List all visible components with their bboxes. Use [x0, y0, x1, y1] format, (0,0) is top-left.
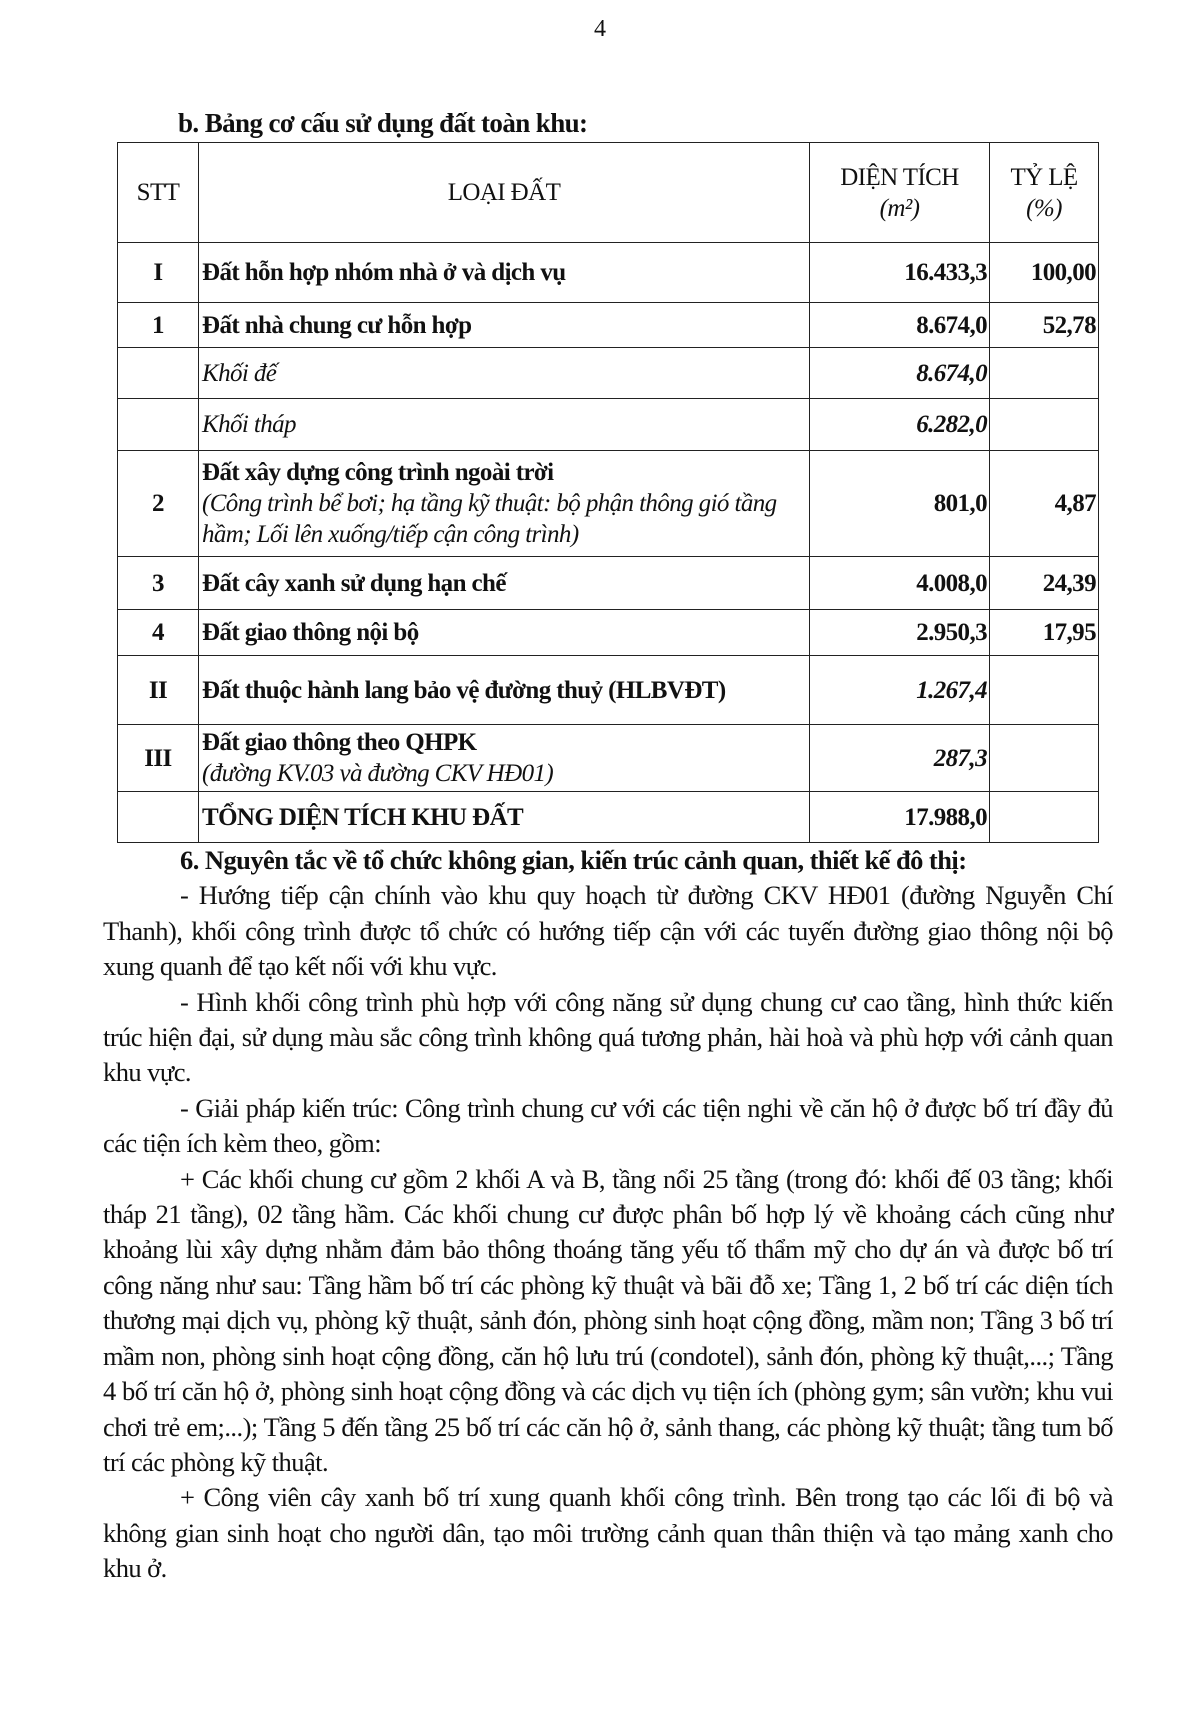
cell-ratio: 100,00 [990, 243, 1099, 303]
cell-area: 16.433,3 [810, 243, 990, 303]
table-row [118, 451, 1099, 557]
cell-area: 4.008,0 [810, 557, 990, 610]
cell-ratio: 4,87 [990, 451, 1099, 557]
cell-stt: III [118, 725, 199, 792]
cell-stt [118, 348, 199, 399]
paragraph: + Các khối chung cư gồm 2 khối A và B, tầng nổi 25 tầng (trong đó: khối đế 03 tầng; khối tháp 21 tầng), 02 tầng hầm. Các khối chung cư được phân bố hợp lý về khoảng cách cũng như khoảng lùi xây dựng nhằm đảm bảo thông thoáng tăng yếu tố thẩm mỹ cho dự án và được bố trí công năng như sau: Tầng hầm bố trí các phòng kỹ thuật và bãi đỗ xe; Tầng 1, 2 bố trí các diện tích thương mại dịch vụ, phòng kỹ thuật, sảnh đón, phòng sinh hoạt cộng đồng, mầm non; Tầng 3 bố trí mầm non, phòng sinh hoạt cộng đồng, căn hộ lưu trú (condotel), sảnh đón, phòng kỹ thuật,...; Tầng 4 bố trí căn hộ ở, phòng sinh hoạt cộng đồng và các dịch vụ tiện ích (phòng gym; sân vườn; khu vui chơi trẻ em;...); Tầng 5 đến tầng 25 bố trí các căn hộ ở, sảnh thang, các phòng kỹ thuật; tầng tum bố trí các phòng kỹ thuật. [103, 1163, 1113, 1477]
header-ratio [990, 143, 1099, 243]
cell-area: 1.267,4 [810, 656, 990, 725]
paragraph: - Hình khối công trình phù hợp với công năng sử dụng chung cư cao tầng, hình thức kiến trúc hiện đại, sử dụng màu sắc công trình không quá tương phản, hài hoà và phù hợp với cảnh quan khu vực. [103, 986, 1113, 1088]
table-row [118, 348, 1099, 399]
cell-ratio [990, 656, 1099, 725]
cell-type: Đất giao thông nội bộ [199, 610, 810, 656]
table-row [118, 610, 1099, 656]
cell-type: Đất nhà chung cư hỗn hợp [199, 303, 810, 348]
cell-stt [118, 399, 199, 451]
cell-ratio [990, 348, 1099, 399]
cell-type: Đất cây xanh sử dụng hạn chế [199, 557, 810, 610]
table-row [118, 303, 1099, 348]
cell-area: 6.282,0 [810, 399, 990, 451]
cell-stt [118, 792, 199, 843]
page-number: 4 [594, 16, 606, 42]
cell-type: Đất hỗn hợp nhóm nhà ở và dịch vụ [199, 243, 810, 303]
cell-type: Đất thuộc hành lang bảo vệ đường thuỷ (HLBVĐT) [199, 656, 810, 725]
cell-ratio: 52,78 [990, 303, 1099, 348]
cell-type: TỔNG DIỆN TÍCH KHU ĐẤT [199, 792, 810, 843]
header-area-label: DIỆN TÍCH [840, 163, 959, 191]
cell-type-title: Đất giao thông theo QHPK [202, 729, 477, 756]
table-row [118, 399, 1099, 451]
cell-ratio: 24,39 [990, 557, 1099, 610]
cell-ratio [990, 399, 1099, 451]
header-ratio-label: TỶ LỆ [1010, 163, 1078, 191]
cell-type [199, 451, 810, 557]
land-use-table [117, 142, 1099, 843]
cell-type: Khối tháp [199, 399, 810, 451]
cell-type-note: (Công trình bể bơi; hạ tầng kỹ thuật: bộ phận thông gió tầng hầm; Lối lên xuống/tiếp cận công trình) [202, 490, 777, 548]
cell-area: 801,0 [810, 451, 990, 557]
table-row [118, 725, 1099, 792]
cell-area: 8.674,0 [810, 348, 990, 399]
header-stt: STT [118, 143, 199, 243]
cell-stt: I [118, 243, 199, 303]
paragraph: - Hướng tiếp cận chính vào khu quy hoạch từ đường CKV HĐ01 (đường Nguyễn Chí Thanh), khối công trình được tổ chức có hướng tiếp cận với các tuyến đường giao thông nội bộ xung quanh để tạo kết nối với khu vực. [103, 880, 1113, 982]
cell-area: 2.950,3 [810, 610, 990, 656]
cell-stt: II [118, 656, 199, 725]
header-ratio-unit: (%) [1026, 194, 1062, 222]
header-type: LOẠI ĐẤT [199, 143, 810, 243]
cell-stt: 3 [118, 557, 199, 610]
table-header-row [118, 143, 1099, 243]
table-total-row [118, 792, 1099, 843]
paragraph: - Giải pháp kiến trúc: Công trình chung cư với các tiện nghi về căn hộ ở được bố trí đầy đủ các tiện ích kèm theo, gồm: [103, 1092, 1113, 1159]
cell-stt: 4 [118, 610, 199, 656]
cell-ratio [990, 792, 1099, 843]
cell-type [199, 725, 810, 792]
cell-ratio: 17,95 [990, 610, 1099, 656]
cell-type-note: (đường KV.03 và đường CKV HĐ01) [202, 760, 554, 787]
paragraph: + Công viên cây xanh bố trí xung quanh khối công trình. Bên trong tạo các lối đi bộ và không gian sinh hoạt cho người dân, tạo môi trường cảnh quan thân thiện và tạo mảng xanh cho khu ở. [103, 1482, 1113, 1584]
header-area [810, 143, 990, 243]
table-row [118, 557, 1099, 610]
section-6 [103, 843, 1113, 1587]
cell-stt: 2 [118, 451, 199, 557]
cell-ratio [990, 725, 1099, 792]
cell-stt: 1 [118, 303, 199, 348]
cell-area: 8.674,0 [810, 303, 990, 348]
table-row [118, 656, 1099, 725]
section-heading: 6. Nguyên tắc về tổ chức không gian, kiến trúc cảnh quan, thiết kế đô thị: [180, 845, 967, 875]
header-area-unit: (m²) [879, 194, 920, 222]
cell-area: 287,3 [810, 725, 990, 792]
cell-area: 17.988,0 [810, 792, 990, 843]
table-row [118, 243, 1099, 303]
table-title: b. Bảng cơ cấu sử dụng đất toàn khu: [178, 108, 588, 138]
cell-type-title: Đất xây dựng công trình ngoài trời [202, 459, 554, 486]
cell-type: Khối đế [199, 348, 810, 399]
